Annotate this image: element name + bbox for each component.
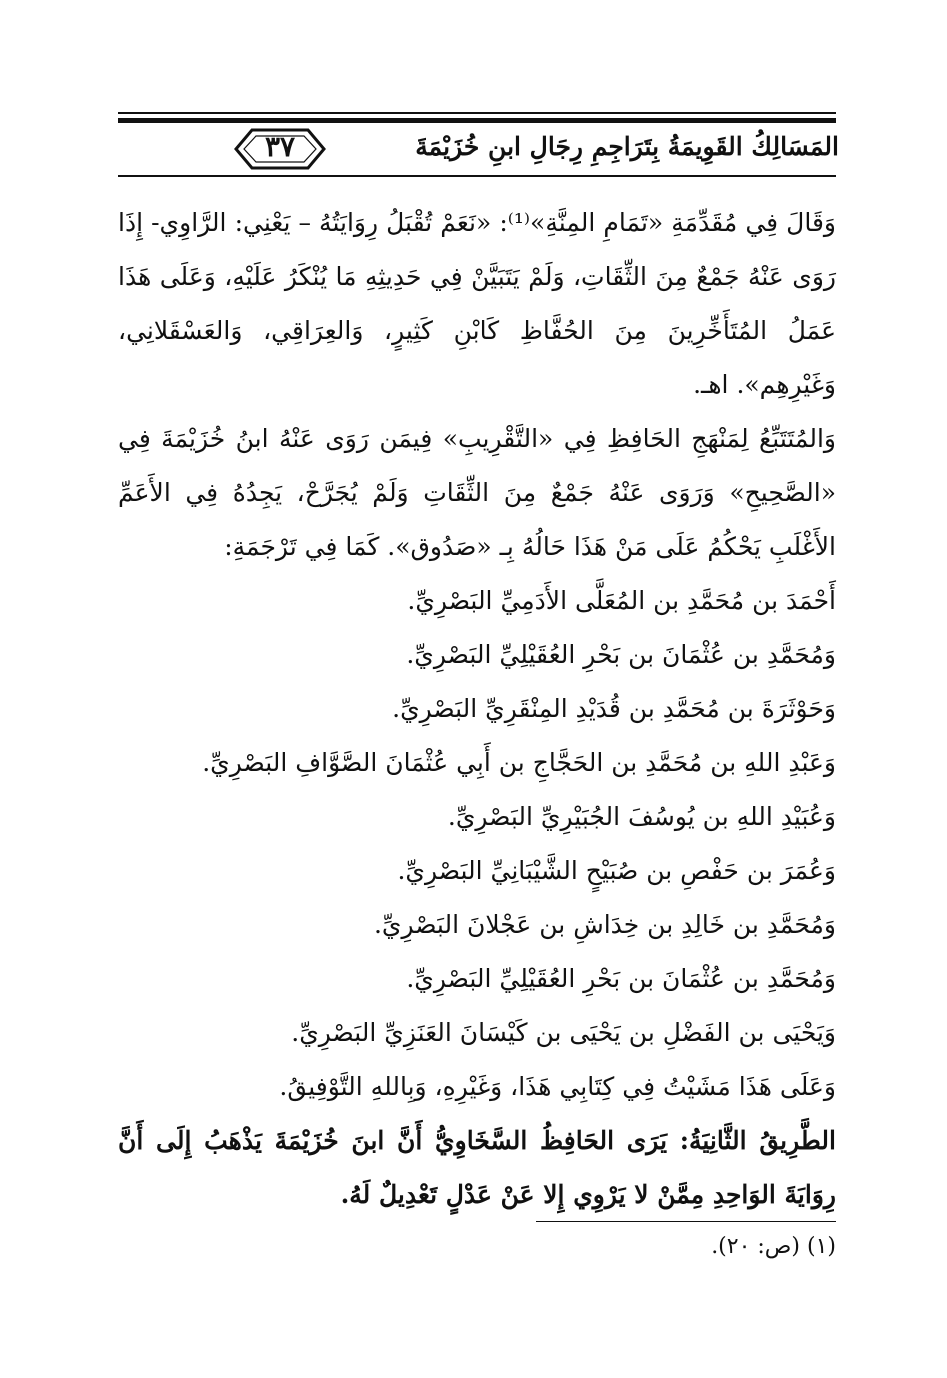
narrator-name-line: وَعُمَرَ بن حَفْصِ بن صُبَيْحٍ الشَّيْبَانِيِّ البَصْرِيِّ. [397, 856, 836, 885]
narrator-name-line: وَعُبَيْدِ اللهِ بن يُوسُفَ الجُبَيْرِيِّ البَصْرِيِّ. [447, 802, 836, 831]
narrator-name-line: وَحَوْثَرَةَ بن مُحَمَّدِ بن قُدَيْدِ المِنْقَرِيِّ البَصْرِيِّ. [392, 694, 836, 723]
narrator-name-line: وَعَبْدِ اللهِ بن مُحَمَّدِ بن الحَجَّاجِ بن أَبِي عُثْمَانَ الصَّوَّافِ البَصْرِيِّ. [202, 748, 836, 777]
narrator-name-line: وَمُحَمَّدِ بن خَالِدِ بن خِدَاشِ بن عَجْلانَ البَصْرِيِّ. [373, 910, 836, 939]
narrator-name-line: وَمُحَمَّدِ بن عُثْمَانَ بن بَحْرِ العُقَيْلِيِّ البَصْرِيِّ. [406, 640, 836, 669]
paragraph: وَالمُتَتَبِّعُ لِمَنْهَجِ الحَافِظِ فِي «التَّقْرِيبِ» فِيمَن رَوَى عَنْهُ ابنُ خُزَيْمَةَ فِي «الصَّحِيحِ» وَرَوَى عَنْهُ جَمْعٌ مِنَ الثِّقَاتِ وَلَمْ يُجَرَّحْ، يَجِدُهُ فِي الأَعَمِّ الأَغْلَبِ يَحْكُمُ عَلَى مَنْ هَذَا حَالُهُ بِـ «صَدُوق». كَمَا فِي تَرْجَمَةِ: [118, 424, 836, 561]
narrator-name-line: وَيَحْيَى بن الفَضْلِ بن يَحْيَى بن كَيْسَانَ العَنَزِيِّ البَصْرِيِّ. [291, 1018, 836, 1047]
paragraph: وَقَالَ فِي مُقَدِّمَةِ «تَمَامِ المِنَّةِ»⁽¹⁾: «نَعَمْ تُقْبَلُ رِوَايَتُهُ – يَعْنِي: الرَّاوِي- إِذَا رَوَى عَنْهُ جَمْعٌ مِنَ الثِّقَاتِ، وَلَمْ يَتَبَيَّنْ فِي حَدِيثِهِ مَا يُنْكَرُ عَلَيْهِ، وَعَلَى هَذَا عَمَلُ المُتَأَخِّرِينَ مِنَ الحُفَّاظِ كَابْنِ كَثِيرٍ، وَالعِرَاقِي، وَالعَسْقَلانِي، وَغَيْرِهِم». اهـ. [118, 208, 836, 399]
main-text [118, 196, 836, 1222]
page-number-ornament [232, 124, 328, 174]
narrator-name-line: وَمُحَمَّدِ بن عُثْمَانَ بن بَحْرِ العُقَيْلِيِّ البَصْرِيِّ. [406, 964, 836, 993]
closing-line: وَعَلَى هَذَا مَشَيْتُ فِي كِتَابِي هَذَا، وَغَيْرِهِ، وَبِاللهِ التَّوْفِيقُ. [279, 1072, 836, 1101]
footnote: (١) (ص: ٢٠). [711, 1234, 836, 1259]
narrator-name-line: أَحْمَدَ بن مُحَمَّدِ بن المُعَلَّى الأَدَمِيِّ البَصْرِيِّ. [407, 586, 836, 615]
header-rule-thick [118, 118, 836, 123]
footnote-separator [536, 1221, 836, 1222]
page-number: ٣٧ [264, 130, 296, 163]
section-paragraph: الطَّرِيقُ الثَّانِيَةُ: يَرَى الحَافِظُ السَّخَاوِيُّ أَنَّ ابنَ خُزَيْمَةَ يَذْهَبُ إِلَى أَنَّ رِوَايَةَ الوَاحِدِ مِمَّنْ لا يَرْوِي إِلا عَنْ عَدْلٍ تَعْدِيلٌ لَهُ. [118, 1126, 836, 1209]
header-rule-thin [118, 112, 836, 114]
header-rule-bottom [118, 175, 836, 177]
running-title: المَسَالِكُ القَوِيمَةُ بِتَرَاجِمِ رِجَالِ ابنِ خُزَيْمَةَ [415, 132, 839, 161]
